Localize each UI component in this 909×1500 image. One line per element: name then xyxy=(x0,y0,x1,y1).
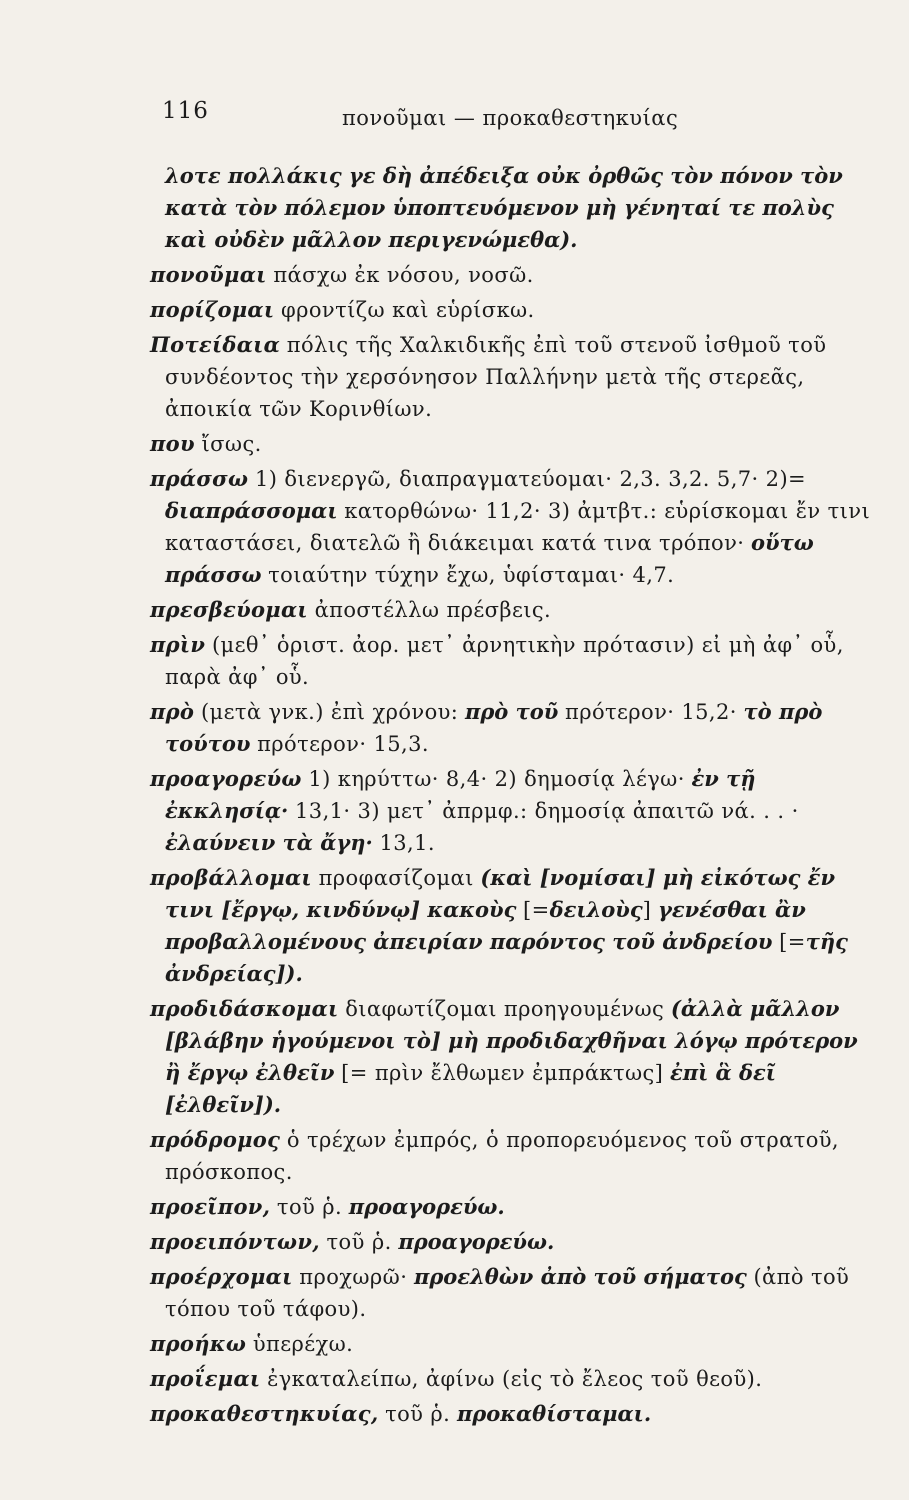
lemma: προΐεμαι xyxy=(150,1366,261,1391)
running-title: πονοῦμαι — προκαθεστηκυίας xyxy=(342,106,679,130)
definition: τοῦ ῥ. xyxy=(276,1195,343,1219)
entry xyxy=(150,763,875,859)
lemma: προήκω xyxy=(150,1331,247,1356)
lemma: πρεσβεύομαι xyxy=(150,597,308,622)
quote: ἐλαύνειν τὰ ἄγη· xyxy=(165,830,373,855)
lemma: προαγορεύω xyxy=(150,766,302,791)
page-number: 116 xyxy=(162,98,209,124)
quote: (ἀλλὰ μᾶλλον [βλάβην ἡγούμενοι τὸ] μὴ προδιδαχθῆναι λόγῳ πρότερον ἢ ἔργῳ ἐλθεῖν xyxy=(165,996,858,1085)
definition: 1) κηρύττω· 8,4· 2) δημοσίᾳ λέγω· xyxy=(308,767,685,791)
lemma: πονοῦμαι xyxy=(150,262,267,287)
lemma: πρὸ xyxy=(150,699,195,724)
entry xyxy=(150,259,875,291)
definition: ὑπερέχω. xyxy=(252,1332,354,1356)
entry-continuation xyxy=(150,160,875,256)
definition: τοῦ ῥ. xyxy=(326,1230,392,1254)
entry xyxy=(150,629,875,693)
quote: λοτε πολλάκις γε δὴ ἀπέδειξα οὐκ ὀρθῶς τὸν πόνον τὸν κατὰ τὸν πόλεμον ὑποπτευόμενον μὴ γένηταί τε πολὺς καὶ οὐδὲν μᾶλλον περιγενώμεθα). xyxy=(165,163,843,252)
definition: φροντίζω καὶ εὑρίσκω. xyxy=(281,298,535,322)
definition: [= πρὶν ἔλθωμεν ἐμπράκτως] xyxy=(341,1061,664,1085)
entry xyxy=(150,1398,875,1430)
definition: προφασίζομαι xyxy=(318,866,474,890)
definition: 13,1. xyxy=(379,831,435,855)
definition: τοῦ ῥ. xyxy=(385,1402,451,1426)
entry xyxy=(150,862,875,990)
definition: (ἀπὸ τοῦ τόπου τοῦ τάφου). xyxy=(165,1265,850,1321)
entry xyxy=(150,1124,875,1188)
lemma: πρόδρομος xyxy=(150,1127,281,1152)
quote: ἐν τῇ ἐκκλησίᾳ· xyxy=(165,766,756,823)
quote: προαγορεύω. xyxy=(348,1194,505,1219)
lemma: Ποτείδαια xyxy=(150,332,281,357)
lemma: πρὶν xyxy=(150,632,206,657)
lemma: προδιδάσκομαι xyxy=(150,996,339,1021)
lemma: προέρχομαι xyxy=(150,1264,293,1289)
definition: ὁ τρέχων ἐμπρός, ὁ προπορευόμενος τοῦ στρατοῦ, πρόσκοπος. xyxy=(165,1128,839,1184)
lemma: προειπόντων, xyxy=(150,1229,320,1254)
lemma: που xyxy=(150,431,195,456)
lemma: πορίζομαι xyxy=(150,297,275,322)
definition: ] xyxy=(642,898,652,922)
entry xyxy=(150,1261,875,1325)
entry xyxy=(150,1226,875,1258)
definition: 1) διενεργῶ, διαπραγματεύομαι· 2,3. 3,2. 5,7· 2)= xyxy=(254,467,807,491)
quote: γενέσθαι ἂν προβαλλομένους ἀπειρίαν παρόντος τοῦ ἀνδρείου xyxy=(165,897,806,954)
quote: δειλοὺς xyxy=(549,897,643,922)
page-header xyxy=(162,98,852,138)
lemma: προβάλλομαι xyxy=(150,865,312,890)
quote: προκαθίσταμαι. xyxy=(456,1401,652,1426)
quote: τὸ πρὸ τούτου xyxy=(165,699,823,756)
definition: ἐγκαταλείπω, ἀφίνω (εἰς τὸ ἔλεος τοῦ θεοῦ). xyxy=(267,1367,763,1391)
lemma: προκαθεστηκυίας, xyxy=(150,1401,379,1426)
quote: (καὶ [νομίσαι] μὴ εἰκότως ἔν τινι [ἔργῳ, κινδύνῳ] κακοὺς xyxy=(165,865,836,922)
definition: ἀποστέλλω πρέσβεις. xyxy=(314,598,552,622)
definition: τοιαύτην τύχην ἔχω, ὑφίσταμαι· 4,7. xyxy=(268,563,675,587)
definition: διαφωτίζομαι προηγουμένως xyxy=(345,997,665,1021)
quote: πρὸ τοῦ xyxy=(464,699,559,724)
lemma: προεῖπον, xyxy=(150,1194,271,1219)
definition: πάσχω ἐκ νόσου, νοσῶ. xyxy=(273,263,534,287)
entry xyxy=(150,428,875,460)
quote: οὕτω πράσσω xyxy=(165,530,814,587)
definition: [= xyxy=(779,930,806,954)
entry xyxy=(150,463,875,591)
quote: ἐπὶ ἃ δεῖ [ἐλθεῖν]). xyxy=(165,1060,776,1117)
definition: πρότερον· 15,3. xyxy=(257,732,429,756)
quote: προελθὼν ἀπὸ τοῦ σήματος xyxy=(413,1264,747,1289)
entry xyxy=(150,329,875,425)
definition: [= xyxy=(523,898,550,922)
quote: διαπράσσομαι xyxy=(165,498,338,523)
entry xyxy=(150,594,875,626)
entry xyxy=(150,1328,875,1360)
entries-list xyxy=(150,160,875,1433)
entry xyxy=(150,696,875,760)
entry xyxy=(150,1191,875,1223)
entry xyxy=(150,1363,875,1395)
entry xyxy=(150,294,875,326)
definition: (μετὰ γνκ.) ἐπὶ χρόνου: xyxy=(200,700,459,724)
definition: προχωρῶ· xyxy=(299,1265,408,1289)
definition: 13,1· 3) μετ᾽ ἀπρμφ.: δημοσίᾳ ἀπαιτῶ νά. . . · xyxy=(295,799,799,823)
quote: τῆς ἀνδρείας]). xyxy=(165,929,848,986)
lemma: πράσσω xyxy=(150,466,249,491)
entry xyxy=(150,993,875,1121)
definition: ἴσως. xyxy=(201,432,262,456)
definition: κατορθώνω· 11,2· 3) ἀμτβτ.: εὑρίσκομαι ἔν τινι καταστάσει, διατελῶ ἢ διάκειμαι κατά τινα τρόπον· xyxy=(165,499,871,555)
definition: πόλις τῆς Χαλκιδικῆς ἐπὶ τοῦ στενοῦ ἰσθμοῦ τοῦ συνδέοντος τὴν χερσόνησον Παλλήνην μετὰ τῆς στερεᾶς, ἀποικία τῶν Κορινθίων. xyxy=(165,333,827,421)
definition: πρότερον· 15,2· xyxy=(565,700,737,724)
quote: προαγορεύω. xyxy=(398,1229,555,1254)
definition: (μεθ᾽ ὁριστ. ἀορ. μετ᾽ ἀρνητικὴν πρότασιν) εἰ μὴ ἀφ᾽ οὗ, παρὰ ἀφ᾽ οὗ. xyxy=(165,633,844,689)
